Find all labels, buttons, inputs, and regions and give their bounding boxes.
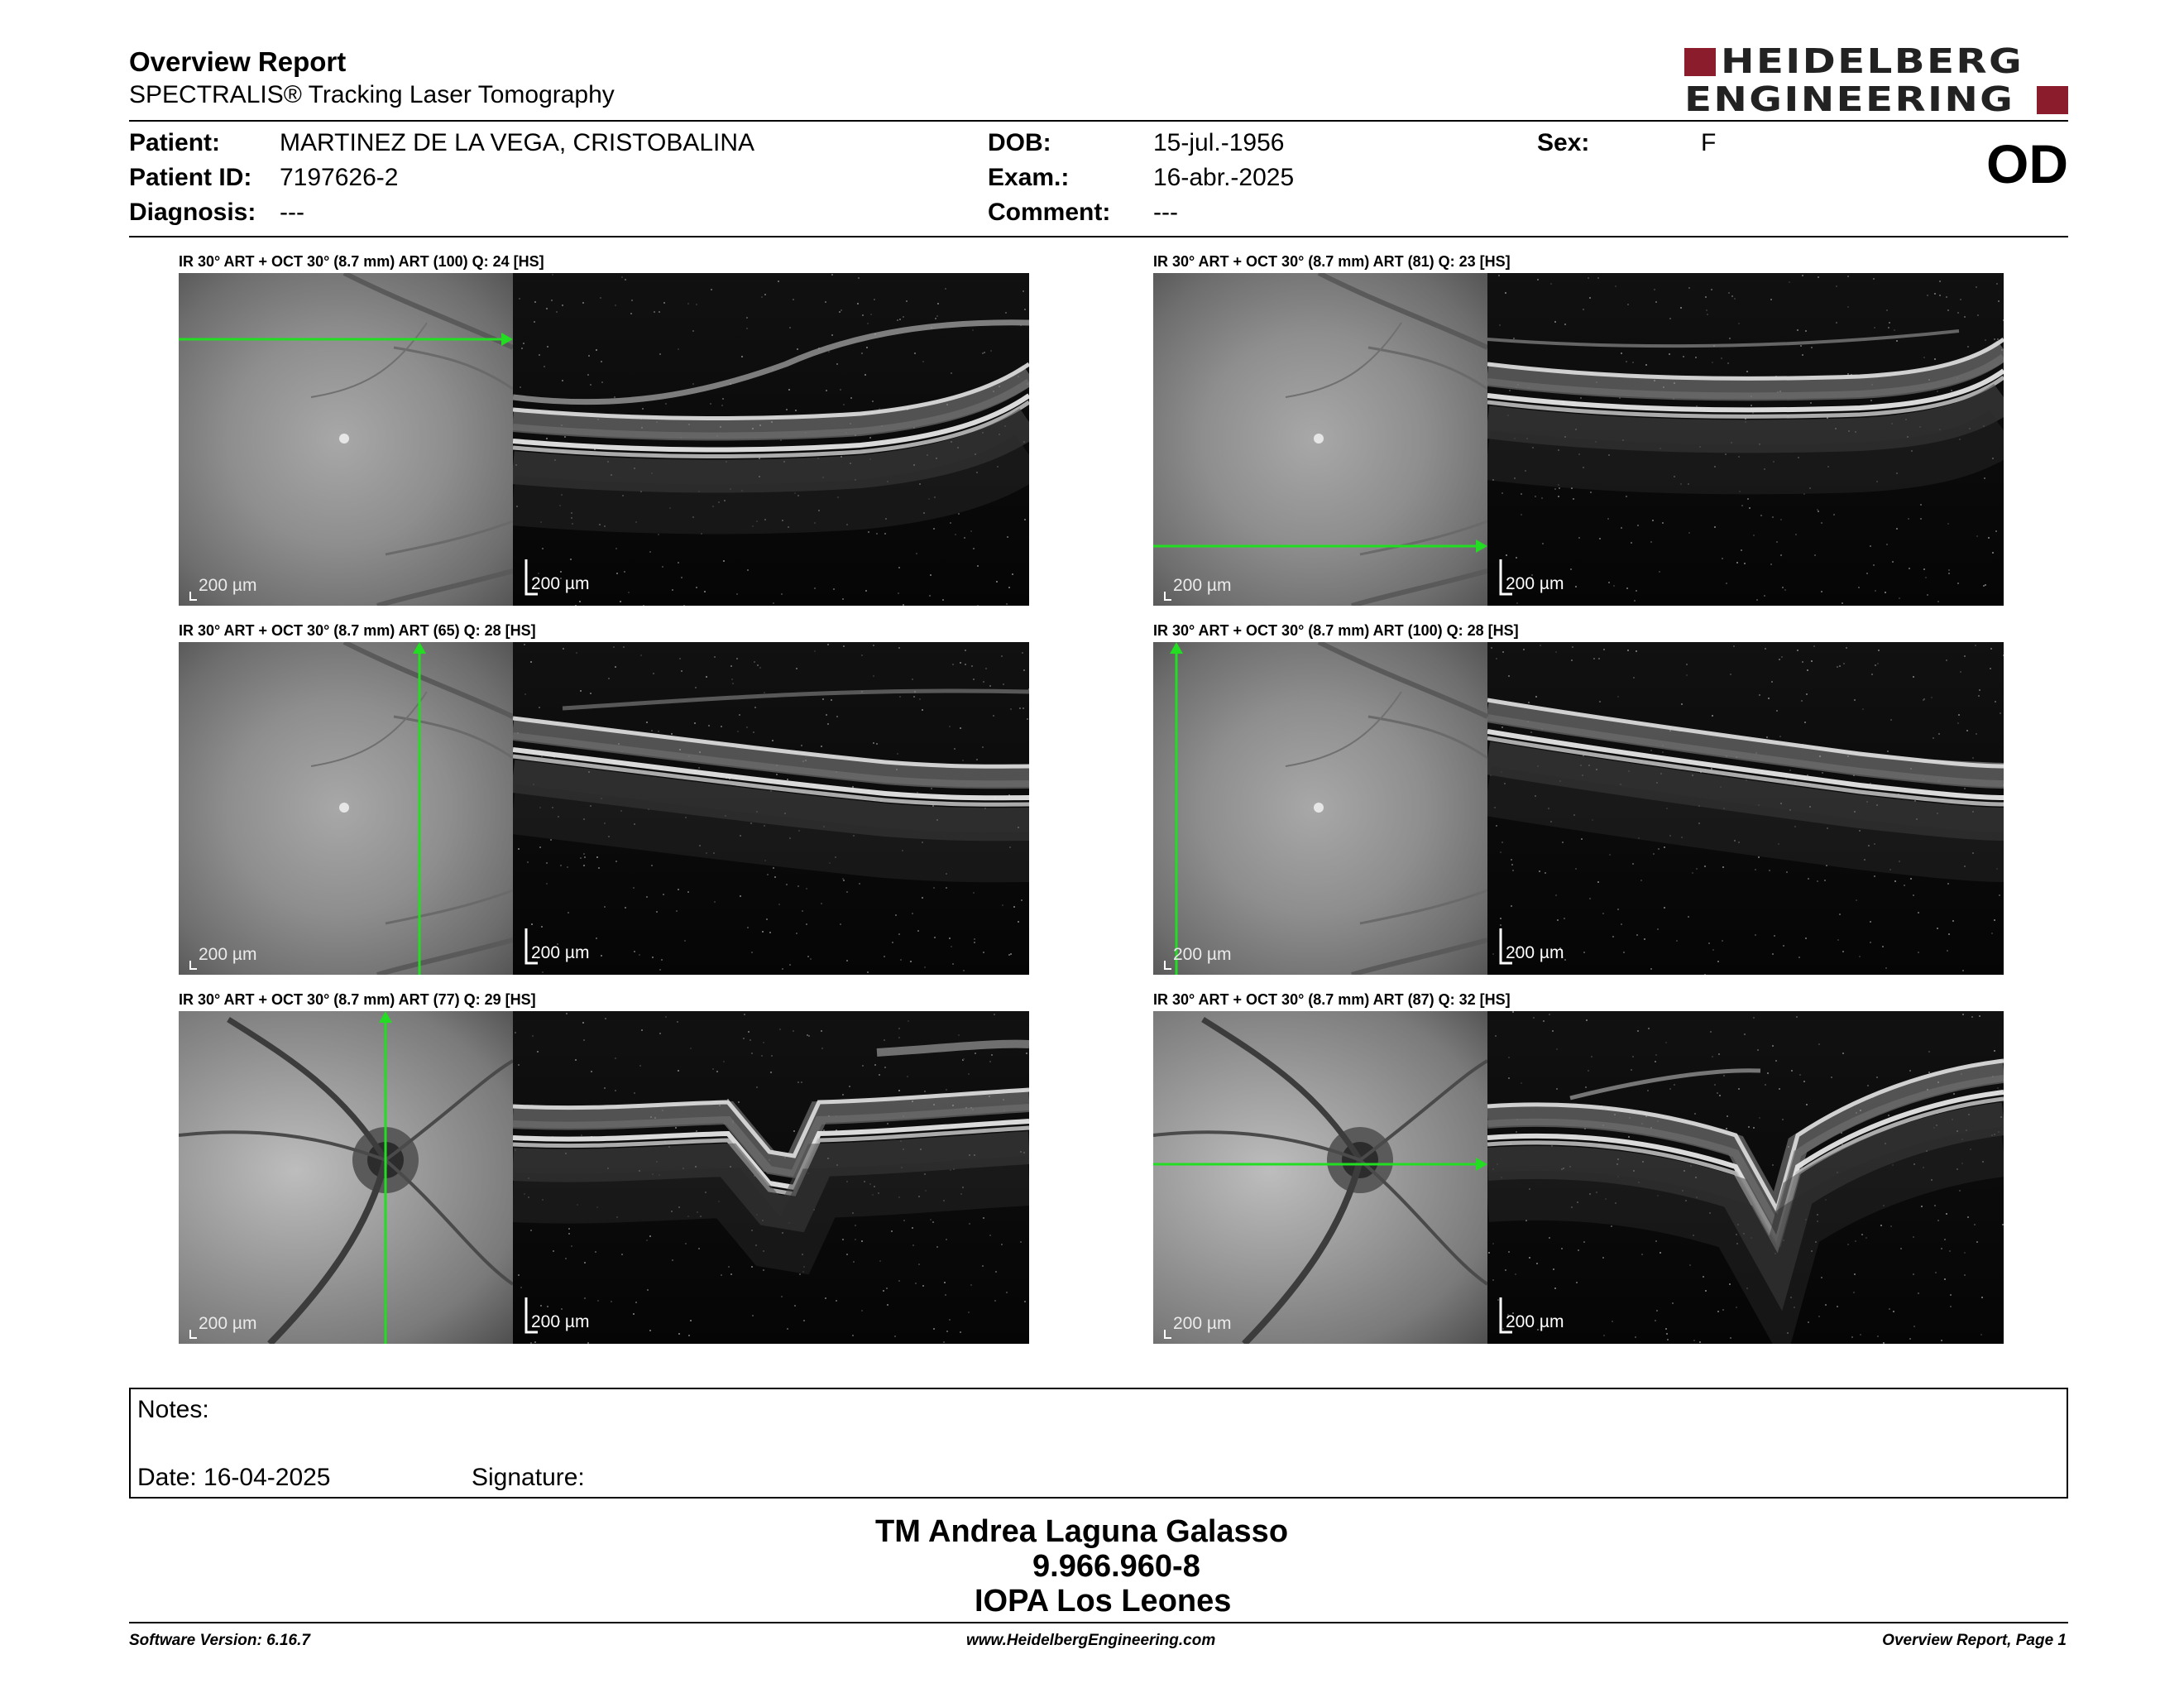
notes-date: Date: 16-04-2025 xyxy=(137,1464,331,1491)
fundus-scale-label: 200 µm xyxy=(199,576,257,595)
footer-divider xyxy=(129,1622,2068,1623)
sex-value: F xyxy=(1701,129,1717,156)
oct-bscan-1[interactable] xyxy=(513,273,1029,606)
software-version: Software Version: 6.16.7 xyxy=(129,1632,310,1649)
scan-title-3: IR 30° ART + OCT 30° (8.7 mm) ART (65) Q: 28 [HS] xyxy=(179,622,536,639)
signatory-institution: IOPA Los Leones xyxy=(975,1584,1232,1618)
exam-value: 16-abr.-2025 xyxy=(1153,164,1295,191)
patient-label: Patient: xyxy=(129,129,221,156)
oct-scale-label: 200 µm xyxy=(1506,943,1564,962)
oct-scale-label: 200 µm xyxy=(1506,1312,1564,1331)
oct-bscan-6[interactable] xyxy=(1487,1011,2004,1344)
header-divider xyxy=(129,120,2068,122)
patient-id-label: Patient ID: xyxy=(129,164,252,191)
oct-scale-label: 200 µm xyxy=(531,943,590,962)
patient-divider xyxy=(129,236,2068,237)
sex-label: Sex: xyxy=(1537,129,1590,156)
fundus-image-5[interactable] xyxy=(179,1011,513,1344)
report-subtitle: SPECTRALIS® Tracking Laser Tomography xyxy=(129,81,615,108)
patient-name: MARTINEZ DE LA VEGA, CRISTOBALINA xyxy=(280,129,755,156)
fundus-scale-label: 200 µm xyxy=(1173,576,1232,595)
fundus-scale-label: 200 µm xyxy=(199,1314,257,1333)
logo-square-top xyxy=(1684,48,1716,76)
oct-scale-label: 200 µm xyxy=(1506,574,1564,593)
signatory-name: TM Andrea Laguna Galasso xyxy=(875,1514,1289,1549)
fundus-scale-label: 200 µm xyxy=(199,945,257,964)
report-title: Overview Report xyxy=(129,46,347,77)
page-number: Overview Report, Page 1 xyxy=(1882,1632,2067,1649)
logo-line-1: HEIDELBERG xyxy=(1721,41,2024,81)
website-link[interactable]: www.HeidelbergEngineering.com xyxy=(966,1632,1216,1649)
patient-id: 7197626-2 xyxy=(280,164,399,191)
logo-line-2: ENGINEERING xyxy=(1684,79,2015,119)
eye-indicator: OD xyxy=(1986,133,2068,194)
oct-bscan-5[interactable] xyxy=(513,1011,1029,1344)
signatory-rut: 9.966.960-8 xyxy=(1032,1549,1200,1584)
fundus-image-1[interactable] xyxy=(179,273,513,606)
diagnosis-value: --- xyxy=(280,199,304,226)
scan-title-5: IR 30° ART + OCT 30° (8.7 mm) ART (77) Q: 29 [HS] xyxy=(179,991,536,1008)
fundus-image-3[interactable] xyxy=(179,642,513,975)
oct-bscan-2[interactable] xyxy=(1487,273,2004,606)
notes-box[interactable] xyxy=(129,1388,2068,1499)
fundus-image-2[interactable] xyxy=(1153,273,1487,606)
scan-title-4: IR 30° ART + OCT 30° (8.7 mm) ART (100) Q: 28 [HS] xyxy=(1153,622,1519,639)
fundus-scale-label: 200 µm xyxy=(1173,1314,1232,1333)
oct-scale-label: 200 µm xyxy=(531,574,590,593)
notes-label: Notes: xyxy=(137,1396,209,1423)
scan-title-6: IR 30° ART + OCT 30° (8.7 mm) ART (87) Q: 32 [HS] xyxy=(1153,991,1511,1008)
fundus-image-4[interactable] xyxy=(1153,642,1487,975)
notes-signature: Signature: xyxy=(472,1464,585,1491)
dob-value: 15-jul.-1956 xyxy=(1153,129,1285,156)
oct-bscan-4[interactable] xyxy=(1487,642,2004,975)
oct-bscan-3[interactable] xyxy=(513,642,1029,975)
dob-label: DOB: xyxy=(988,129,1051,156)
fundus-scale-label: 200 µm xyxy=(1173,945,1232,964)
logo-square-bottom xyxy=(2037,86,2068,114)
comment-label: Comment: xyxy=(988,199,1111,226)
scan-title-1: IR 30° ART + OCT 30° (8.7 mm) ART (100) Q: 24 [HS] xyxy=(179,253,544,270)
exam-label: Exam.: xyxy=(988,164,1070,191)
oct-scale-label: 200 µm xyxy=(531,1312,590,1331)
scan-title-2: IR 30° ART + OCT 30° (8.7 mm) ART (81) Q: 23 [HS] xyxy=(1153,253,1511,270)
comment-value: --- xyxy=(1153,199,1178,226)
diagnosis-label: Diagnosis: xyxy=(129,199,256,226)
heidelberg-logo xyxy=(1684,41,2068,119)
fundus-image-6[interactable] xyxy=(1153,1011,1487,1344)
